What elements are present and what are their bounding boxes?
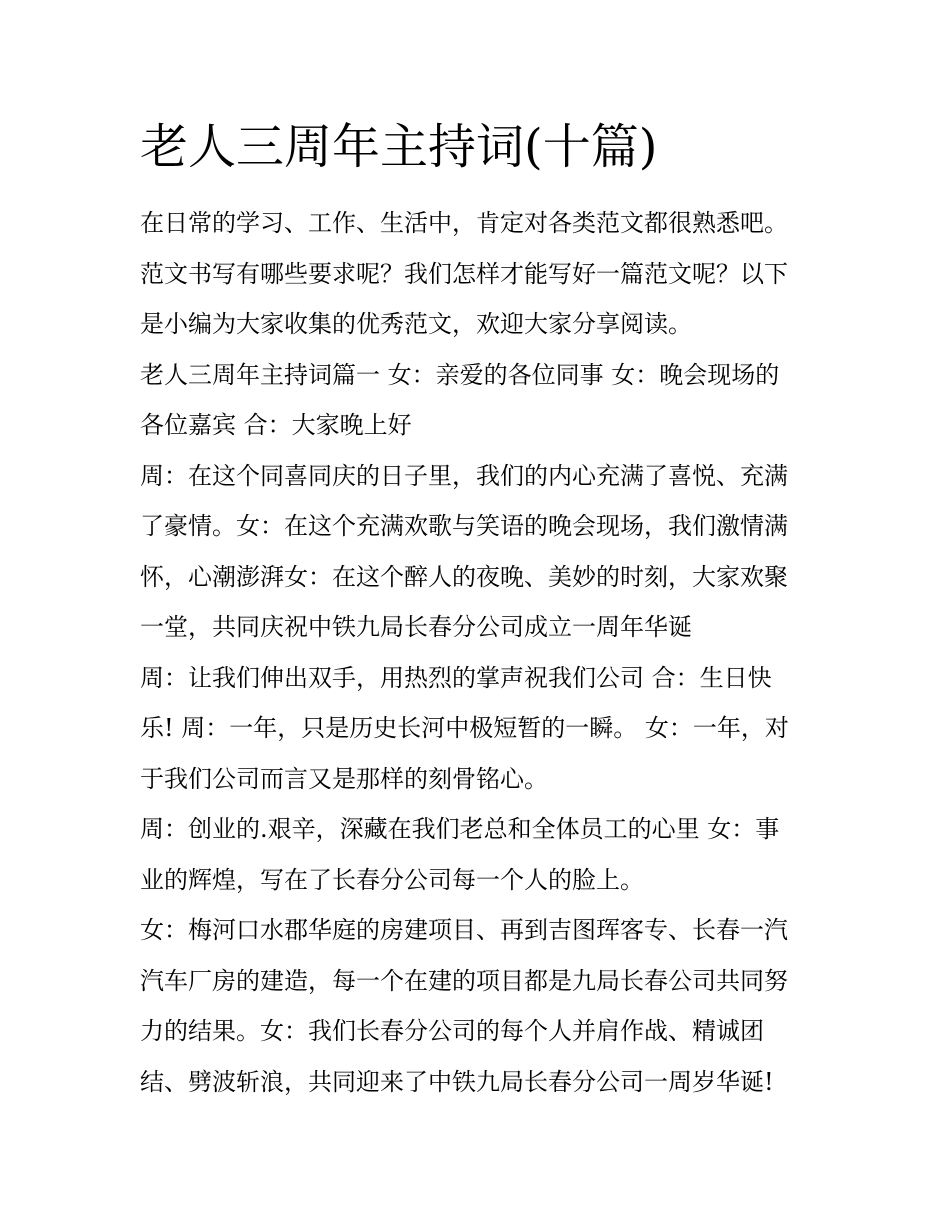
text-line: 范文书写有哪些要求呢？我们怎样才能写好一篇范文呢？以下 — [140, 259, 788, 288]
text-line: 于我们公司而言又是那样的刻骨铭心。 — [140, 764, 548, 793]
text-line: 结、劈波斩浪，共同迎来了中铁九局长春分公司一周岁华诞! — [140, 1067, 774, 1096]
document-body — [140, 198, 830, 1107]
text-line: 了豪情。女：在这个充满欢歌与笑语的晚会现场，我们激情满 — [140, 512, 788, 540]
text-line: 乐! 周：一年，只是历史长河中极短暂的一瞬。 女：一年，对 — [140, 714, 789, 742]
document-title: 老人三周年主持词(十篇) — [140, 119, 658, 175]
text-line: 周：在这个同喜同庆的日子里，我们的内心充满了喜悦、充满 — [140, 461, 788, 490]
text-line: 在日常的学习、工作、生活中，肯定对各类范文都很熟悉吧。 — [140, 209, 788, 237]
text-line: 力的结果。女：我们长春分公司的每个人并肩作战、精诚团 — [140, 1017, 764, 1045]
text-line: 一堂，共同庆祝中铁九局长春分公司成立一周年华诞 — [140, 613, 692, 641]
text-line: 女：梅河口水郡华庭的房建项目、再到吉图珲客专、长春一汽 — [140, 916, 788, 944]
text-line: 周：让我们伸出双手，用热烈的掌声祝我们公司 合：生日快 — [140, 663, 772, 692]
text-line: 业的辉煌，写在了长春分公司每一个人的脸上。 — [140, 865, 644, 894]
text-line: 是小编为大家收集的优秀范文，欢迎大家分享阅读。 — [140, 310, 692, 338]
text-line: 汽车厂房的建造，每一个在建的项目都是九局长春公司共同努 — [140, 966, 788, 995]
text-line: 各位嘉宾 合：大家晚上好 — [140, 411, 412, 439]
text-line: 周：创业的.艰辛，深藏在我们老总和全体员工的心里 女：事 — [140, 815, 780, 843]
text-line: 怀，心潮澎湃女：在这个醉人的夜晚、美妙的时刻，大家欢聚 — [140, 562, 788, 591]
text-line: 老人三周年主持词篇一 女：亲爱的各位同事 女：晚会现场的 — [140, 360, 780, 389]
